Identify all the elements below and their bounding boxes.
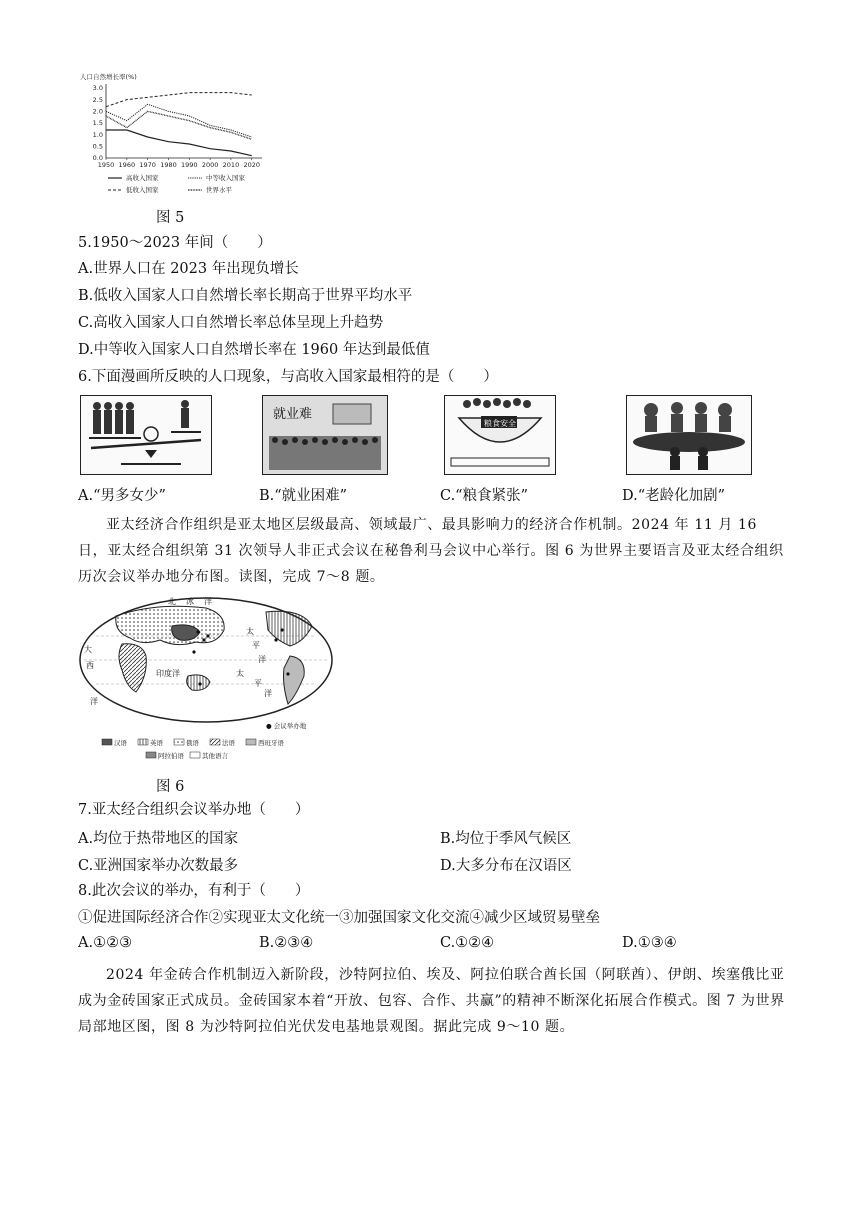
cartoon-text-food: 粮食安全 xyxy=(484,419,516,428)
q8-option-d: D.①③④ xyxy=(622,935,677,951)
passage-brics: 2024 年金砖合作机制迈入新阶段，沙特阿拉伯、埃及、阿拉伯联合酋长国（阿联酋）、伊朗、埃塞俄比亚成为金砖国家正式成员。金砖国家本着“开放、包容、合作、共赢”的精神不断深化拓展合作模式。图 7 为世界局部地区图，图 8 为沙特阿拉伯光伏发电基地景观图。据此完成 9～10 题。 xyxy=(78,967,785,1035)
chart-y-tick-label: 0.0 xyxy=(92,154,103,163)
map-label-pacific-6: 洋 xyxy=(264,689,272,698)
chart-series-line xyxy=(106,104,252,137)
chart-legend xyxy=(108,173,246,194)
cartoon-text-jobs: 就业难 xyxy=(273,407,313,422)
passage-apec: 亚太经济合作组织是亚太地区层级最高、领域最广、最具影响力的经济合作机制。2024 年 11 月 16 日，亚太经合组织第 31 次领导人非正式会议在秘鲁利马会议中心举行。图 6 为世界主要语言及亚太经合组织历次会议举办地分布图。读图，完成 7～8 题。 xyxy=(78,517,784,585)
figure6-map xyxy=(76,596,338,768)
chart-x-tick-label: 2000 xyxy=(201,161,219,169)
q7-option-a: A.均位于热带地区的国家 xyxy=(78,831,239,847)
cartoon-food-shortage xyxy=(444,395,556,475)
legend-russian: 俄语 xyxy=(186,739,199,747)
q8-option-c: C.①②④ xyxy=(440,935,495,951)
q7-option-b: B.均位于季风气候区 xyxy=(440,831,572,847)
map-label-pacific-5: 平 xyxy=(254,679,262,688)
legend-chinese: 汉语 xyxy=(114,739,127,747)
q8-option-b: B.②③④ xyxy=(259,935,314,951)
q6-option-b: B.“就业困难” xyxy=(259,488,348,504)
q6-option-c: C.“粮食紧张” xyxy=(440,488,529,504)
chart-x-tick-label: 1970 xyxy=(139,161,156,169)
figure5-chart xyxy=(78,70,268,200)
map-label-arctic-3: 洋 xyxy=(204,597,212,606)
cartoon-employment-difficulty xyxy=(262,395,388,475)
chart-axes xyxy=(93,84,262,169)
map-label-arctic-1: 北 xyxy=(168,597,176,606)
chart-series-line xyxy=(106,93,252,107)
figure5-caption: 图 5 xyxy=(156,210,185,226)
map-label-atlantic-3: 洋 xyxy=(90,697,98,706)
map-label-indian: 印度洋 xyxy=(156,669,180,678)
map-label-pacific-3: 洋 xyxy=(258,655,266,664)
chart-y-tick-label: 0.5 xyxy=(92,142,103,151)
q6-option-a: A.“男多女少” xyxy=(78,488,166,504)
legend-spanish: 西班牙语 xyxy=(258,739,284,747)
q6-option-d: D.“老龄化加剧” xyxy=(622,488,726,504)
q8-stem: 8.此次会议的举办，有利于（ ） xyxy=(78,883,310,899)
chart-x-tick-label: 1990 xyxy=(181,161,198,169)
q5-option-c: C.高收入国家人口自然增长率总体呈现上升趋势 xyxy=(78,315,384,331)
legend-english: 英语 xyxy=(150,739,163,747)
chart-series xyxy=(106,93,252,156)
chart-y-tick-label: 2.5 xyxy=(92,95,103,104)
chart-ylabel: 人口自然增长率(%) xyxy=(80,73,137,81)
map-label-pacific-4: 太 xyxy=(236,669,244,678)
q5-option-a: A.世界人口在 2023 年出现负增长 xyxy=(78,261,299,277)
legend-label: 低收入国家 xyxy=(126,186,159,194)
map-label-atlantic-1: 大 xyxy=(84,645,92,654)
cartoon-gender-imbalance xyxy=(80,395,212,475)
q7-option-c: C.亚洲国家举办次数最多 xyxy=(78,858,239,874)
chart-series-line xyxy=(106,111,252,139)
q5-stem: 5.1950～2023 年间（ ） xyxy=(78,235,272,251)
chart-y-tick-label: 2.0 xyxy=(92,107,103,116)
figure6-caption: 图 6 xyxy=(156,779,185,795)
map-label-atlantic-2: 西 xyxy=(86,661,94,670)
chart-y-tick-label: 1.5 xyxy=(92,119,103,128)
legend-french: 法语 xyxy=(222,739,235,747)
map-label-pacific-2: 平 xyxy=(252,641,260,650)
q8-option-a: A.①②③ xyxy=(78,935,133,951)
cartoon-aging xyxy=(626,395,752,475)
q7-option-d: D.大多分布在汉语区 xyxy=(440,858,572,874)
chart-x-tick-label: 2020 xyxy=(243,161,261,169)
map-marker-legend: ● 会议举办地 xyxy=(266,722,307,730)
legend-label: 高收入国家 xyxy=(126,174,159,182)
legend-arabic: 阿拉伯语 xyxy=(158,752,184,760)
chart-y-tick-label: 1.0 xyxy=(92,130,103,139)
q7-stem: 7.亚太经合组织会议举办地（ ） xyxy=(78,802,310,818)
chart-y-tick-label: 3.0 xyxy=(92,84,103,93)
legend-other: 其他语言 xyxy=(202,752,228,760)
q8-items: ①促进国际经济合作②实现亚太文化统一③加强国家文化交流④减少区域贸易壁垒 xyxy=(78,910,600,926)
chart-x-tick-label: 2010 xyxy=(222,161,240,169)
q6-stem: 6.下面漫画所反映的人口现象，与高收入国家最相符的是（ ） xyxy=(78,369,498,385)
q5-option-d: D.中等收入国家人口自然增长率在 1960 年达到最低值 xyxy=(78,342,430,358)
chart-x-tick-label: 1950 xyxy=(97,161,115,169)
legend-label: 中等收入国家 xyxy=(206,174,245,182)
map-label-arctic-2: 冰 xyxy=(186,597,194,606)
chart-x-tick-label: 1960 xyxy=(118,161,136,169)
legend-label: 世界水平 xyxy=(206,186,232,194)
chart-series-line xyxy=(106,130,252,156)
map-label-pacific-1: 太 xyxy=(246,627,254,636)
q5-option-b: B.低收入国家人口自然增长率长期高于世界平均水平 xyxy=(78,288,413,304)
chart-x-tick-label: 1980 xyxy=(160,161,177,169)
